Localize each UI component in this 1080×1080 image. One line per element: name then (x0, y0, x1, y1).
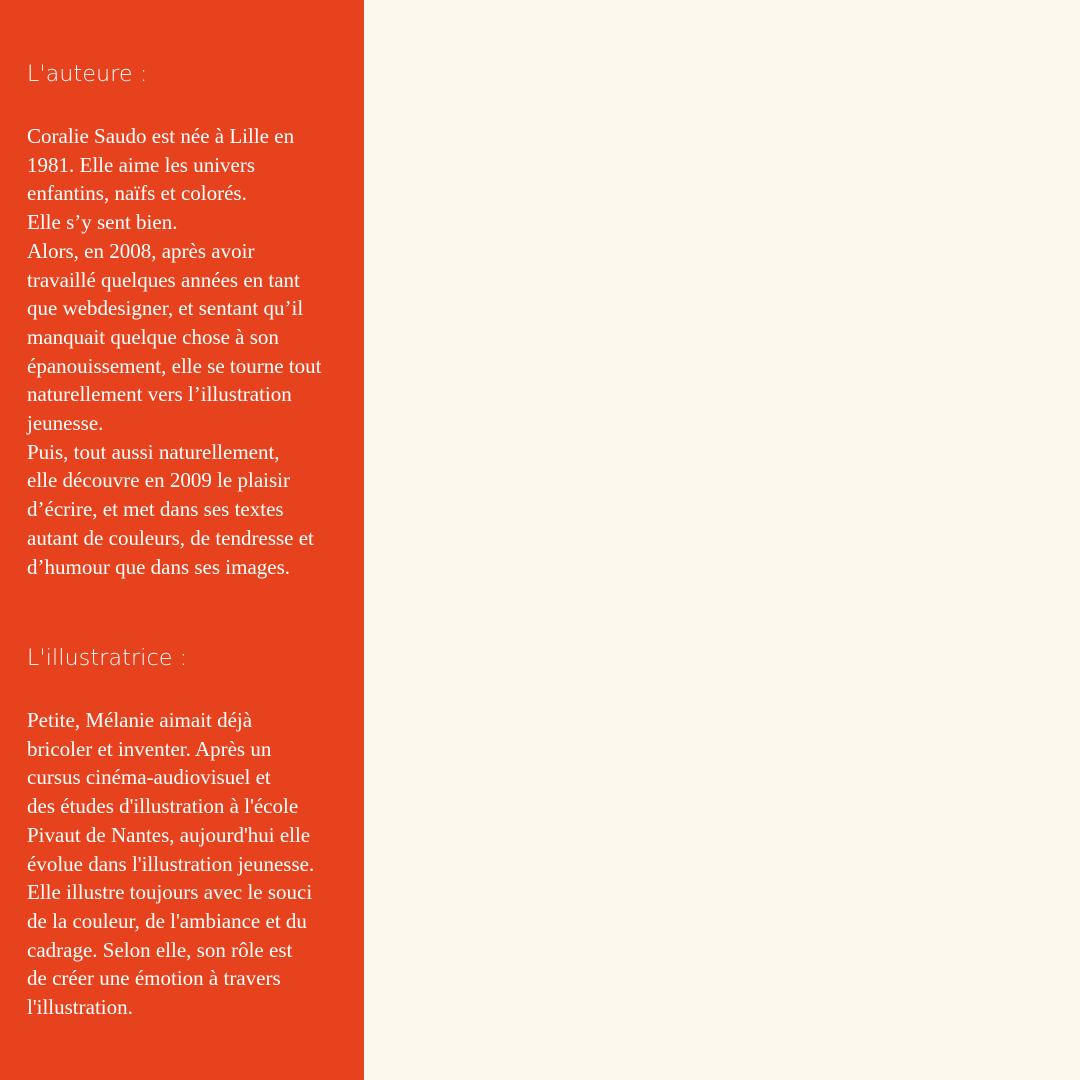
illustrator-bio-line: évolue dans l'illustration jeunesse. (27, 851, 315, 876)
author-bio-line: Alors, en 2008, après avoir (27, 238, 255, 263)
author-bio-line: jeunesse. (27, 411, 104, 436)
illustrator-heading: L'illustratrice : (27, 646, 188, 671)
illustrator-bio-line: de créer une émotion à travers (27, 966, 281, 991)
author-bio-line: épanouissement, elle se tourne tout (27, 353, 322, 378)
author-bio-line: elle découvre en 2009 le plaisir (27, 468, 290, 493)
author-heading: L'auteure : (27, 62, 148, 87)
illustrator-bio-line: Elle illustre toujours avec le souci (27, 880, 313, 905)
author-bio-line: Coralie Saudo est née à Lille en (27, 124, 295, 148)
author-bio (27, 122, 364, 581)
author-bio-line: d’humour que dans ses images. (27, 554, 291, 579)
illustrator-bio-line: bricoler et inventer. Après un (27, 736, 272, 761)
illustrator-bio-line: Petite, Mélanie aimait déjà (27, 708, 253, 732)
author-bio-line: Elle s’y sent bien. (27, 210, 178, 235)
illustrator-bio (27, 706, 364, 1022)
author-bio-line: d’écrire, et met dans ses textes (27, 497, 284, 522)
blank-page-area (364, 0, 1080, 1080)
author-bio-line: travaillé quelques années en tant (27, 267, 300, 292)
author-bio-line: 1981. Elle aime les univers (27, 152, 256, 177)
illustrator-bio-line: de la couleur, de l'ambiance et du (27, 908, 307, 933)
author-bio-line: enfantins, naïfs et colorés. (27, 181, 247, 206)
illustrator-bio-line: des études d'illustration à l'école (27, 794, 299, 819)
author-bio-line: Puis, tout aussi naturellement, (27, 439, 280, 464)
bio-panel (0, 0, 364, 1080)
author-bio-line: naturellement vers l’illustration (27, 382, 292, 407)
illustrator-bio-line: cursus cinéma-audiovisuel et (27, 765, 271, 790)
author-bio-line: que webdesigner, et sentant qu’il (27, 296, 304, 321)
author-bio-line: manquait quelque chose à son (27, 324, 279, 349)
author-bio-line: autant de couleurs, de tendresse et (27, 525, 314, 550)
illustrator-bio-line: cadrage. Selon elle, son rôle est (27, 937, 293, 962)
illustrator-bio-line: l'illustration. (27, 995, 133, 1020)
illustrator-bio-line: Pivaut de Nantes, aujourd'hui elle (27, 822, 311, 847)
